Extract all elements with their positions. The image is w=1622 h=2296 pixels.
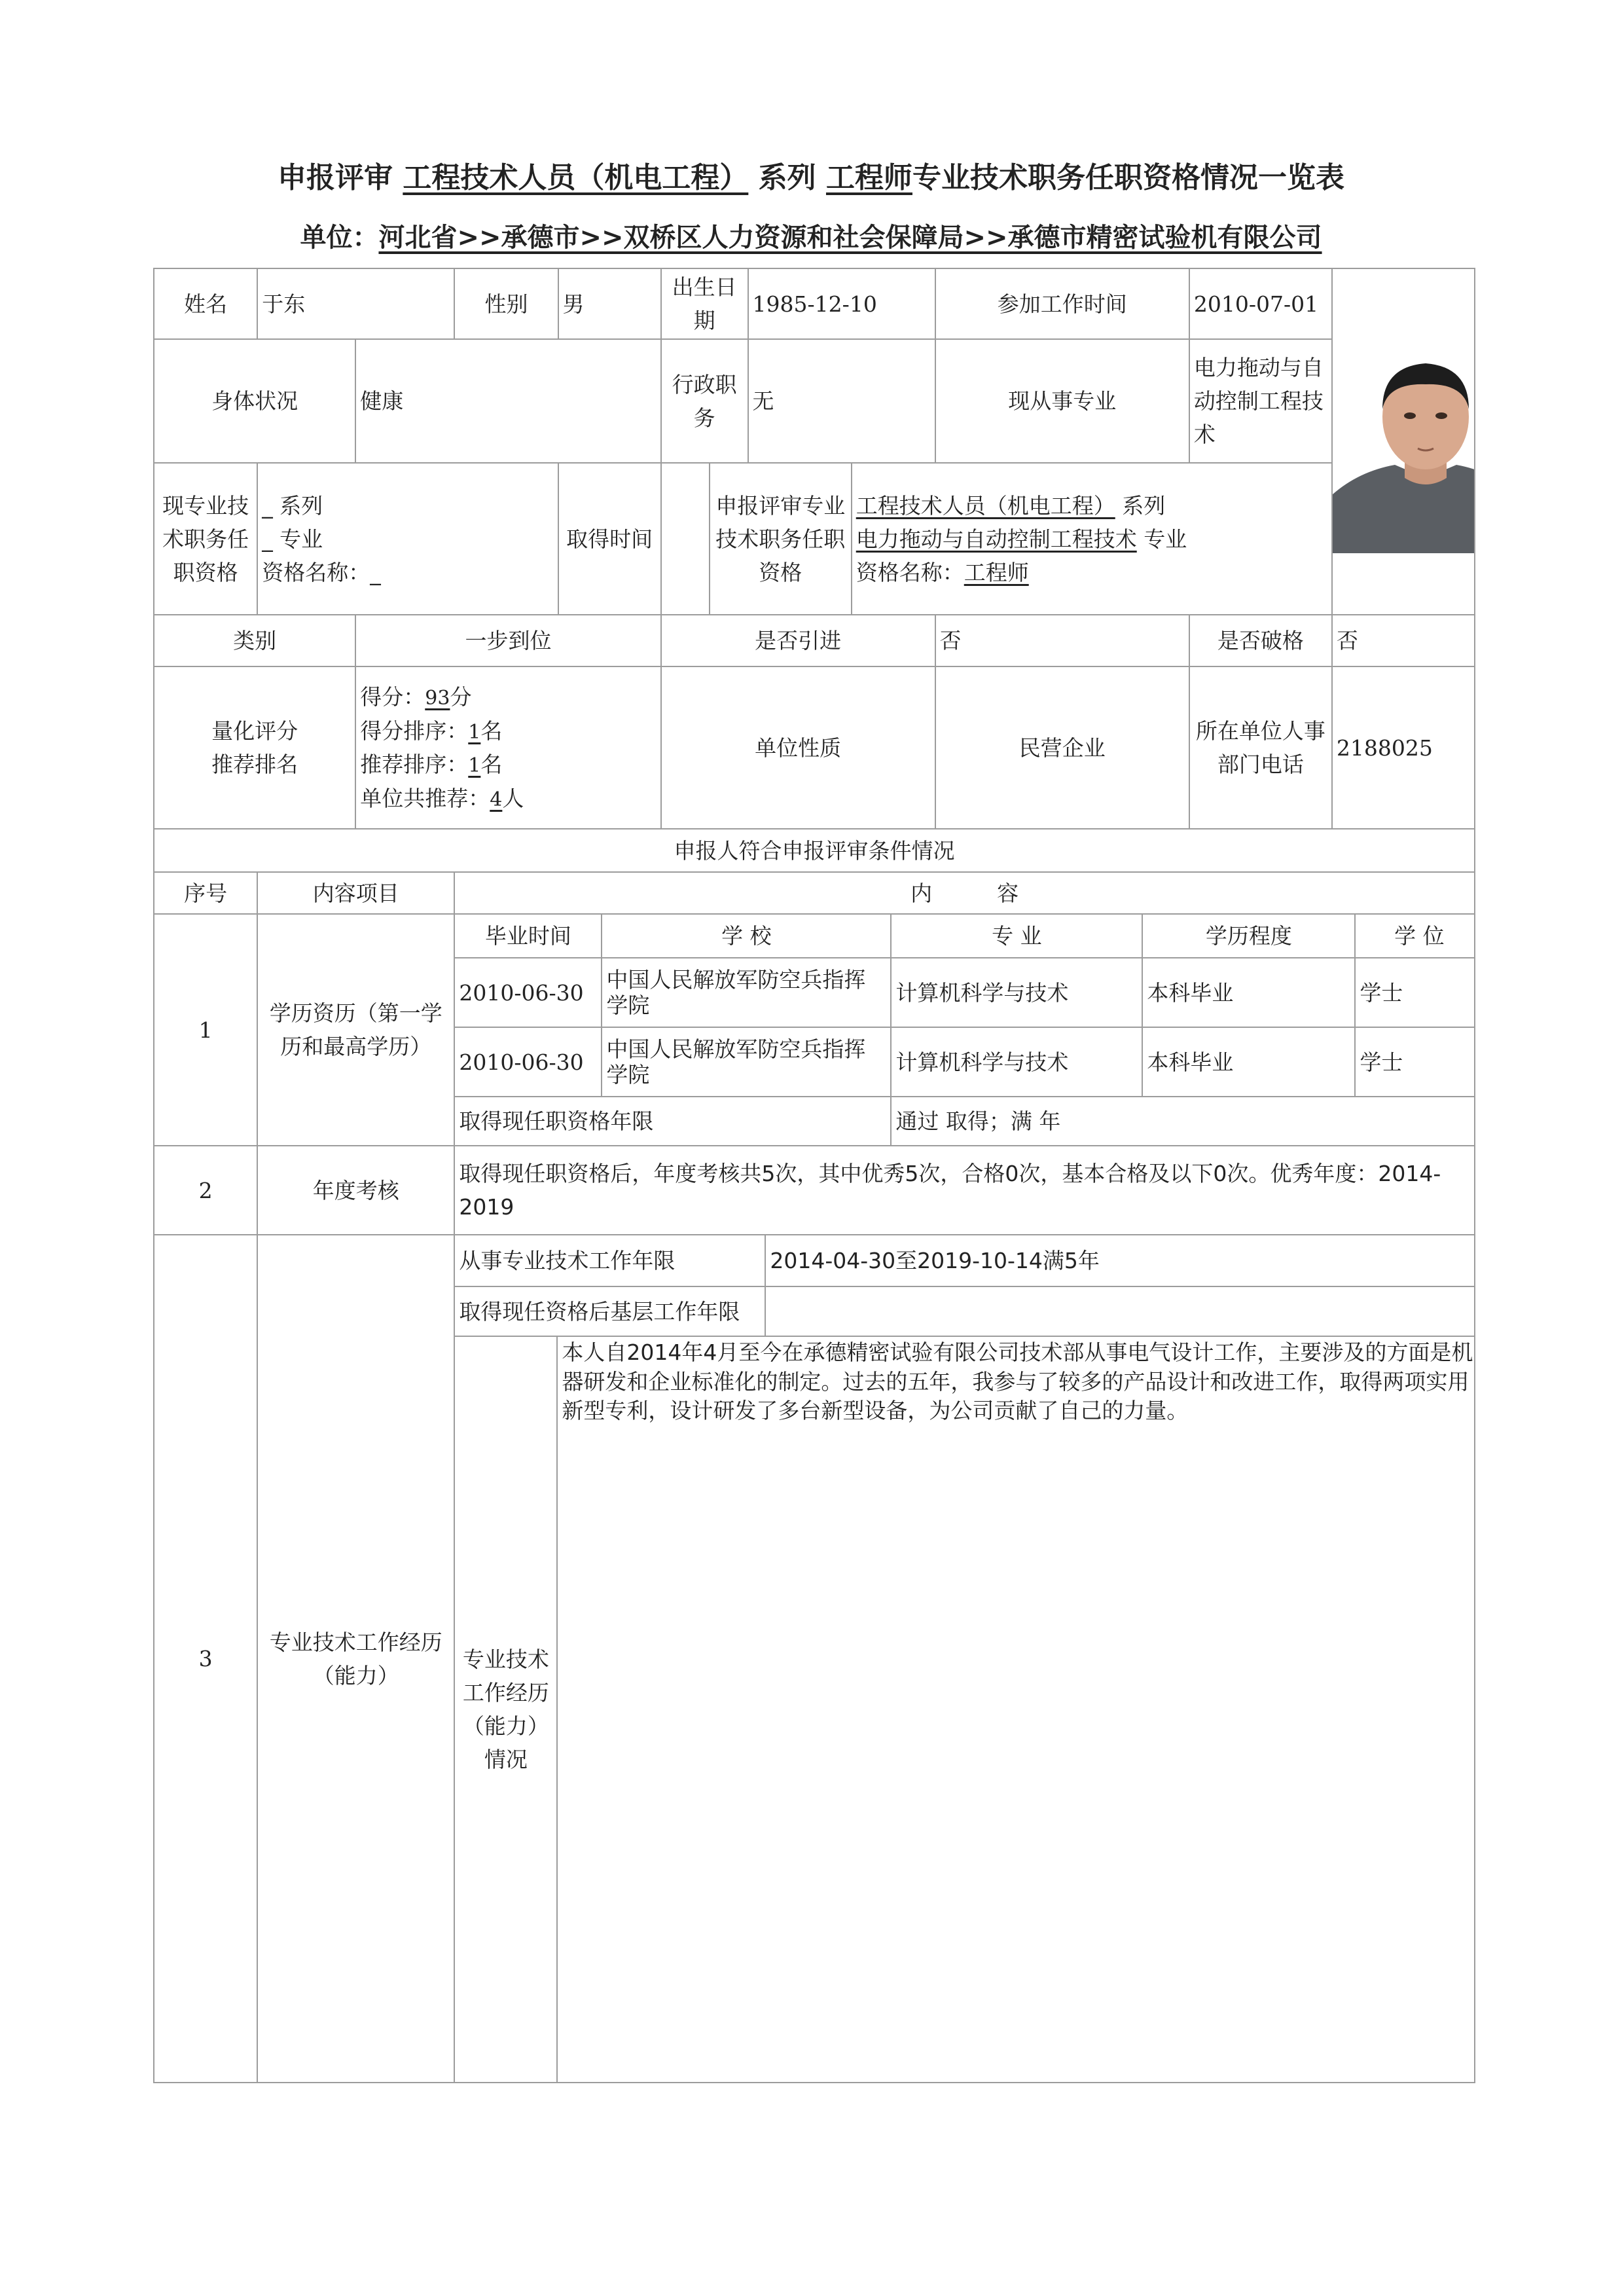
conditions-header: 申报人符合申报评审条件情况 (154, 829, 1475, 872)
title-level: 工程师 (825, 161, 912, 194)
score-label-2: 推荐排名 (211, 752, 298, 778)
category-value: 一步到位 (355, 615, 660, 666)
edu-header-level: 学历程度 (1142, 915, 1355, 958)
birth-label: 出生日期 (661, 268, 748, 339)
edu-degree: 学士 (1355, 958, 1475, 1027)
score-rank: 1 (468, 720, 481, 744)
apply-qual-label: 申报评审专业技术职务任职资格 (710, 463, 852, 615)
total-prefix: 单位共推荐： (360, 785, 490, 811)
score-rank-suffix: 名 (480, 718, 503, 744)
current-qual-value (257, 463, 558, 615)
edu-major: 计算机科学与技术 (891, 958, 1142, 1027)
score-suffix: 分 (450, 684, 472, 710)
photo-cell (1332, 268, 1475, 615)
score-value (355, 666, 660, 829)
annual-no: 2 (154, 1146, 257, 1235)
qualification-sheet (153, 268, 1475, 2083)
experience-table (455, 1235, 1475, 2082)
name-value: 于东 (257, 268, 454, 339)
score-rank-prefix: 得分排序： (360, 718, 469, 744)
current-qual-label: 现专业技术职务任职资格 (154, 463, 257, 615)
apply-major-suffix: 专业 (1144, 526, 1187, 552)
portrait-photo (1333, 331, 1475, 553)
exp-years-value: 2014-04-30至2019-10-14满5年 (765, 1235, 1475, 1286)
page-title (0, 152, 1622, 204)
edu-school: 中国人民解放军防空兵指挥学院 (602, 1027, 891, 1097)
intro-value: 否 (935, 615, 1189, 666)
category-label: 类别 (154, 615, 355, 666)
birth-value: 1985-12-10 (748, 268, 935, 339)
total-suffix: 人 (502, 785, 524, 811)
edu-header-major: 专 业 (891, 915, 1142, 958)
health-label: 身体状况 (154, 339, 355, 463)
nature-value: 民营企业 (935, 666, 1189, 829)
experience-content (454, 1235, 1475, 2083)
apply-series-suffix: 系列 (1122, 492, 1166, 519)
unit-label: 单位： (300, 223, 379, 253)
work-start-value: 2010-07-01 (1189, 268, 1332, 339)
break-label: 是否破格 (1189, 615, 1332, 666)
nature-label: 单位性质 (661, 666, 935, 829)
col-no: 序号 (154, 872, 257, 914)
admin-label: 行政职务 (661, 339, 748, 463)
experience-item: 专业技术工作经历（能力） (257, 1235, 454, 2083)
edu-degree: 学士 (1355, 1027, 1475, 1097)
rec-rank-prefix: 推荐排序： (360, 752, 469, 778)
apply-qual-value (852, 463, 1332, 615)
total-number: 4 (490, 788, 503, 811)
apply-name: 工程师 (964, 559, 1029, 585)
current-qual-name: 资格名称：_ (262, 559, 381, 585)
edu-date: 2010-06-30 (455, 1027, 602, 1097)
title-suffix: 专业技术职务任职资格情况一览表 (912, 161, 1344, 194)
edu-header-degree: 学 位 (1355, 915, 1475, 958)
current-major-label: 现从事专业 (935, 339, 1189, 463)
current-qual-series: _ 系列 (262, 492, 323, 519)
exp-grassroots-value (765, 1286, 1475, 1336)
rec-rank-suffix: 名 (480, 752, 503, 778)
education-no: 1 (154, 914, 257, 1146)
annual-item: 年度考核 (257, 1146, 454, 1235)
edu-major: 计算机科学与技术 (891, 1027, 1142, 1097)
admin-value: 无 (748, 339, 935, 463)
current-major-value: 电力拖动与自动控制工程技术 (1189, 339, 1332, 463)
intro-label: 是否引进 (661, 615, 935, 666)
exp-years-label: 从事专业技术工作年限 (455, 1235, 765, 1286)
title-prefix: 申报评审 (278, 161, 393, 194)
exp-detail-label: 专业技术工作经历（能力）情况 (455, 1336, 557, 2082)
edu-level: 本科毕业 (1142, 1027, 1355, 1097)
edu-row (455, 958, 1475, 1027)
col-item: 内容项目 (257, 872, 454, 914)
edu-date: 2010-06-30 (455, 958, 602, 1027)
name-label: 姓名 (154, 268, 257, 339)
gender-value: 男 (558, 268, 661, 339)
apply-major: 电力拖动与自动控制工程技术 (856, 526, 1137, 552)
unit-path: 河北省>>承德市>>双桥区人力资源和社会保障局>>承德市精密试验机有限公司 (378, 223, 1322, 253)
edu-row (455, 1027, 1475, 1097)
break-value: 否 (1332, 615, 1475, 666)
edu-header-school: 学 校 (602, 915, 891, 958)
title-series: 工程技术人员（机电工程） (403, 161, 749, 194)
rec-rank: 1 (468, 754, 481, 778)
score-prefix: 得分： (360, 684, 425, 710)
annual-text: 取得现任职资格后，年度考核共5次，其中优秀5次，合格0次，基本合格及以下0次。优秀年度：2014-2019 (454, 1146, 1475, 1235)
phone-label: 所在单位人事部门电话 (1189, 666, 1332, 829)
title-mid: 系列 (758, 161, 816, 194)
gender-label: 性别 (454, 268, 558, 339)
experience-no: 3 (154, 1235, 257, 2083)
education-table (455, 915, 1475, 1145)
score-label-1: 量化评分 (211, 718, 298, 744)
apply-series: 工程技术人员（机电工程） (856, 492, 1115, 519)
obtain-time-value (661, 463, 710, 615)
apply-name-label: 资格名称： (856, 559, 964, 585)
score-label (154, 666, 355, 829)
edu-header-date: 毕业时间 (455, 915, 602, 958)
edu-school: 中国人民解放军防空兵指挥学院 (602, 958, 891, 1027)
obtain-time-label: 取得时间 (558, 463, 661, 615)
exp-detail-text: 本人自2014年4月至今在承德精密试验有限公司技术部从事电气设计工作，主要涉及的方面是机器研发和企业标准化的制定。过去的五年，我参与了较多的产品设计和改进工作，取得两项实用新型专利，设计研发了多台新型设备，为公司贡献了自己的力量。 (557, 1336, 1475, 2082)
edu-years-label-text: 取得现任职资格年限 (459, 1108, 654, 1135)
score-number: 93 (425, 687, 450, 710)
work-start-label: 参加工作时间 (935, 268, 1189, 339)
edu-years-value: 通过 取得；满 年 (891, 1097, 1475, 1145)
edu-years-label (455, 1097, 891, 1145)
exp-grassroots-label: 取得现任资格后基层工作年限 (455, 1286, 765, 1336)
current-qual-major: _ 专业 (262, 526, 323, 552)
health-value: 健康 (355, 339, 660, 463)
col-content: 内 容 (454, 872, 1475, 914)
education-item: 学历资历（第一学历和最高学历） (257, 914, 454, 1146)
unit-line (0, 215, 1622, 261)
edu-level: 本科毕业 (1142, 958, 1355, 1027)
education-content (454, 914, 1475, 1146)
phone-value: 2188025 (1332, 666, 1475, 829)
